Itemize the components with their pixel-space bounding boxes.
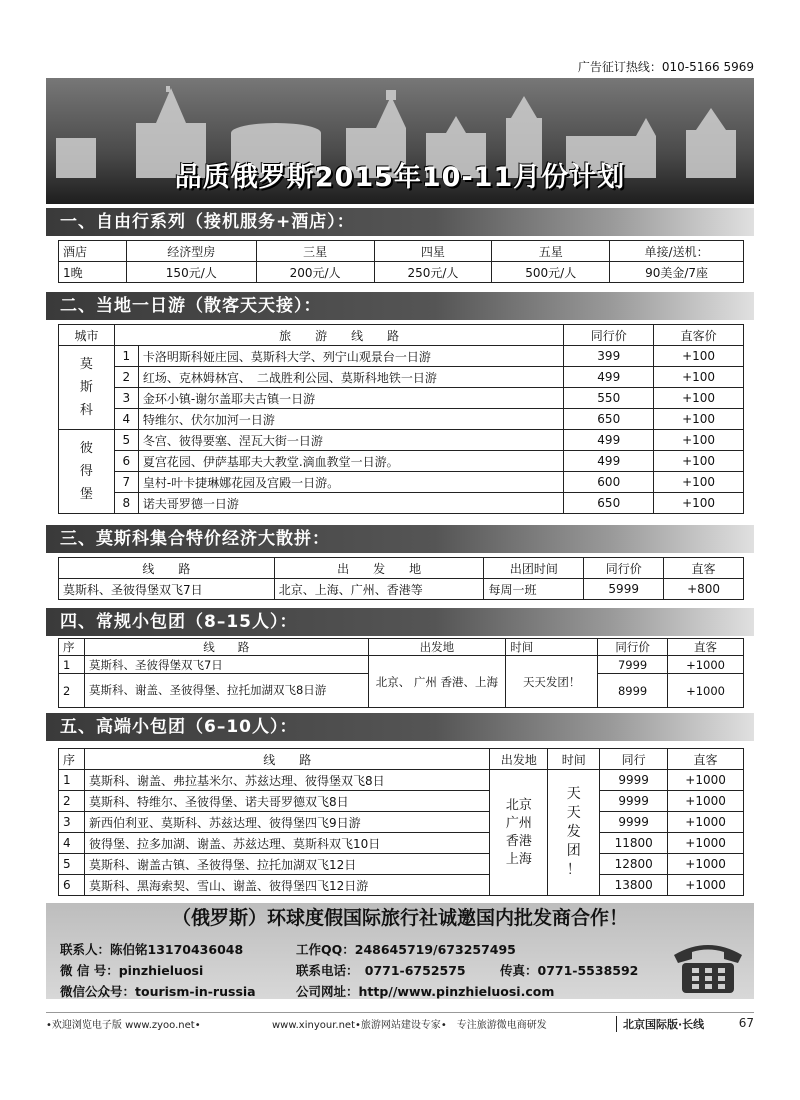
col-header-4star: 四星 (374, 241, 492, 262)
cell-3star-price: 200元/人 (256, 262, 374, 283)
peer-price-cell: 13800 (600, 875, 668, 896)
col-header-time: 时间 (506, 639, 598, 656)
row-number: 2 (59, 791, 85, 812)
row-number: 5 (114, 430, 138, 451)
cell-economy-price: 150元/人 (126, 262, 256, 283)
time-char: ！ (566, 862, 581, 878)
direct-price-cell: +1000 (668, 656, 744, 674)
col-header-departure: 出发地 (490, 749, 548, 770)
departure-city: 广州 (505, 815, 532, 831)
departure-city: 北京 (505, 797, 532, 813)
col-header-peer-price: 同行价 (598, 639, 668, 656)
cell-5star-price: 500元/人 (492, 262, 610, 283)
edition-label: 北京国际版·长线 (616, 1016, 704, 1032)
time-cell (548, 770, 600, 896)
direct-price-cell: +1000 (668, 770, 744, 791)
direct-price-cell: +100 (654, 409, 744, 430)
row-number: 6 (114, 451, 138, 472)
fax: 传真：0771-5538592 (500, 963, 639, 978)
col-header-time: 时间 (548, 749, 600, 770)
ad-hotline: 广告征订热线：010-5166 5969 (577, 60, 754, 74)
section-1-header: 一、自由行系列（接机服务+酒店）： (46, 208, 754, 236)
route-cell: 莫斯科、谢盖、圣彼得堡、拉托加湖双飞8日游 (84, 674, 368, 708)
schedule-cell: 每周一班 (484, 579, 584, 600)
route-cell: 莫斯科、黑海索契、雪山、谢盖、彼得堡四飞12日游 (84, 875, 489, 896)
section-4-header: 四、常规小包团（8–15人）： (46, 608, 754, 636)
col-header-route: 线 路 (84, 639, 368, 656)
direct-price-cell: +1000 (668, 833, 744, 854)
section-2-header: 二、当地一日游（散客天天接）： (46, 292, 754, 320)
city-moscow-label: 莫斯科 (79, 357, 93, 418)
col-header-route: 线 路 (84, 749, 489, 770)
col-header-hotel: 酒店 (59, 241, 127, 262)
peer-price-cell: 5999 (584, 579, 664, 600)
section-2-table (58, 324, 744, 514)
peer-price-cell: 7999 (598, 656, 668, 674)
route-cell: 彼得堡、拉多加湖、谢盖、苏兹达理、莫斯科双飞10日 (84, 833, 489, 854)
col-header-3star: 三星 (256, 241, 374, 262)
time-char: 团 (566, 843, 581, 859)
telephone-icon (668, 935, 748, 997)
contact-phone: 联系电话： 0771-6752575 (296, 963, 466, 978)
direct-price-cell: +1000 (668, 875, 744, 896)
departure-cell (490, 770, 548, 896)
route-cell: 红场、克林姆林宫、 二战胜利公园、莫斯科地铁一日游 (138, 367, 564, 388)
wechat-id: 微 信 号：pinzhieluosi (60, 963, 204, 978)
page-footer (46, 1012, 754, 1031)
route-cell: 金环小镇-谢尔盖耶夫古镇一日游 (138, 388, 564, 409)
departure-cell: 北京、上海、广州、香港等 (274, 579, 484, 600)
time-char: 发 (566, 824, 581, 840)
page-number: 67 (738, 1016, 754, 1030)
section-5-header: 五、高端小包团（6–10人）： (46, 713, 754, 741)
route-cell: 莫斯科、圣彼得堡双飞7日 (84, 656, 368, 674)
peer-price-cell: 650 (564, 493, 654, 514)
col-header-peer-price: 同行价 (564, 325, 654, 346)
cell-nights: 1晚 (59, 262, 127, 283)
departure-cell: 北京、 广州 香港、上海 (368, 656, 506, 708)
section-3-header: 三、莫斯科集合特价经济大散拼： (46, 525, 754, 553)
row-number: 3 (59, 812, 85, 833)
col-header-departure: 出 发 地 (274, 558, 484, 579)
direct-price-cell: +100 (654, 472, 744, 493)
col-header-departure: 出发地 (368, 639, 506, 656)
route-cell: 莫斯科、谢盖、弗拉基米尔、苏兹达理、彼得堡双飞8日 (84, 770, 489, 791)
peer-price-cell: 8999 (598, 674, 668, 708)
time-cell: 天天发团！ (506, 656, 598, 708)
cell-transfer-price: 90美金/7座 (610, 262, 744, 283)
peer-price-cell: 499 (564, 451, 654, 472)
banner (46, 78, 754, 204)
row-number: 5 (59, 854, 85, 875)
route-cell: 莫斯科、特维尔、圣彼得堡、诺夫哥罗德双飞8日 (84, 791, 489, 812)
peer-price-cell: 550 (564, 388, 654, 409)
route-cell: 冬宫、彼得要塞、涅瓦大街一日游 (138, 430, 564, 451)
route-cell: 皇村-叶卡捷琳娜花园及宫殿一日游。 (138, 472, 564, 493)
peer-price-cell: 600 (564, 472, 654, 493)
work-qq: 工作QQ：248645719/673257495 (296, 942, 516, 957)
col-header-5star: 五星 (492, 241, 610, 262)
cell-4star-price: 250元/人 (374, 262, 492, 283)
route-cell: 夏宫花园、伊萨基耶夫大教堂.滴血教堂一日游。 (138, 451, 564, 472)
direct-price-cell: +100 (654, 451, 744, 472)
footer-site-link[interactable]: www.xinyour.net•旅游网站建设专家• 专注旅游微电商研发 (272, 1020, 547, 1031)
peer-price-cell: 650 (564, 409, 654, 430)
departure-city: 上海 (505, 851, 532, 867)
col-header-index: 序 (59, 749, 85, 770)
route-cell: 莫斯科、圣彼得堡双飞7日 (59, 579, 275, 600)
peer-price-cell: 499 (564, 367, 654, 388)
route-cell: 新西伯利亚、莫斯科、苏兹达理、彼得堡四飞9日游 (84, 812, 489, 833)
direct-price-cell: +1000 (668, 791, 744, 812)
city-petersburg-label: 彼得堡 (79, 441, 93, 502)
col-header-route: 线 路 (59, 558, 275, 579)
section-5-table (58, 748, 744, 896)
col-header-direct-price: 直客 (664, 558, 744, 579)
section-4-table (58, 638, 744, 708)
row-number: 2 (114, 367, 138, 388)
footer-title: （俄罗斯）环球度假国际旅行社诚邀国内批发商合作！ (171, 907, 628, 929)
city-petersburg (59, 430, 115, 514)
direct-price-cell: +100 (654, 367, 744, 388)
row-number: 7 (114, 472, 138, 493)
col-header-direct-price: 直客 (668, 639, 744, 656)
col-header-route: 旅 游 线 路 (114, 325, 563, 346)
company-website: 公司网址：http//www.pinzhieluosi.com (296, 984, 555, 999)
direct-price-cell: +1000 (668, 812, 744, 833)
section-1-table (58, 240, 744, 283)
departure-city: 香港 (505, 833, 532, 849)
section-3-table (58, 557, 744, 600)
col-header-transfer: 单接/送机： (610, 241, 744, 262)
row-number: 2 (59, 674, 85, 708)
direct-price-cell: +100 (654, 346, 744, 367)
city-moscow (59, 346, 115, 430)
col-header-direct-price: 直客 (668, 749, 744, 770)
route-cell: 特维尔、伏尔加河一日游 (138, 409, 564, 430)
time-char: 天 (566, 805, 581, 821)
direct-price-cell: +100 (654, 493, 744, 514)
direct-price-cell: +100 (654, 388, 744, 409)
col-header-index: 序 (59, 639, 85, 656)
row-number: 6 (59, 875, 85, 896)
col-header-peer-price: 同行价 (584, 558, 664, 579)
col-header-peer-price: 同行 (600, 749, 668, 770)
peer-price-cell: 9999 (600, 770, 668, 791)
peer-price-cell: 9999 (600, 812, 668, 833)
col-header-city: 城市 (59, 325, 115, 346)
direct-price-cell: +100 (654, 430, 744, 451)
col-header-direct-price: 直客价 (654, 325, 744, 346)
banner-title: 品质俄罗斯2015年10-11月份计划 (174, 162, 626, 193)
direct-price-cell: +1000 (668, 854, 744, 875)
peer-price-cell: 11800 (600, 833, 668, 854)
time-char: 天 (566, 786, 581, 802)
row-number: 4 (59, 833, 85, 854)
peer-price-cell: 499 (564, 430, 654, 451)
route-cell: 卡洛明斯科娅庄园、莫斯科大学、列宁山观景台一日游 (138, 346, 564, 367)
peer-price-cell: 12800 (600, 854, 668, 875)
wechat-public-account: 微信公众号：tourism-in-russia (60, 984, 256, 999)
contact-person: 联系人：陈伯铭13170436048 (60, 942, 244, 957)
peer-price-cell: 399 (564, 346, 654, 367)
row-number: 4 (114, 409, 138, 430)
row-number: 1 (59, 770, 85, 791)
row-number: 3 (114, 388, 138, 409)
direct-price-cell: +800 (664, 579, 744, 600)
row-number: 1 (59, 656, 85, 674)
route-cell: 莫斯科、谢盖古镇、圣彼得堡、拉托加湖双飞12日 (84, 854, 489, 875)
col-header-schedule: 出团时间 (484, 558, 584, 579)
footer-ebook-link[interactable]: •欢迎浏览电子版 www.zyoo.net• (46, 1020, 201, 1031)
direct-price-cell: +1000 (668, 674, 744, 708)
peer-price-cell: 9999 (600, 791, 668, 812)
row-number: 1 (114, 346, 138, 367)
route-cell: 诺夫哥罗德一日游 (138, 493, 564, 514)
col-header-economy: 经济型房 (126, 241, 256, 262)
row-number: 8 (114, 493, 138, 514)
